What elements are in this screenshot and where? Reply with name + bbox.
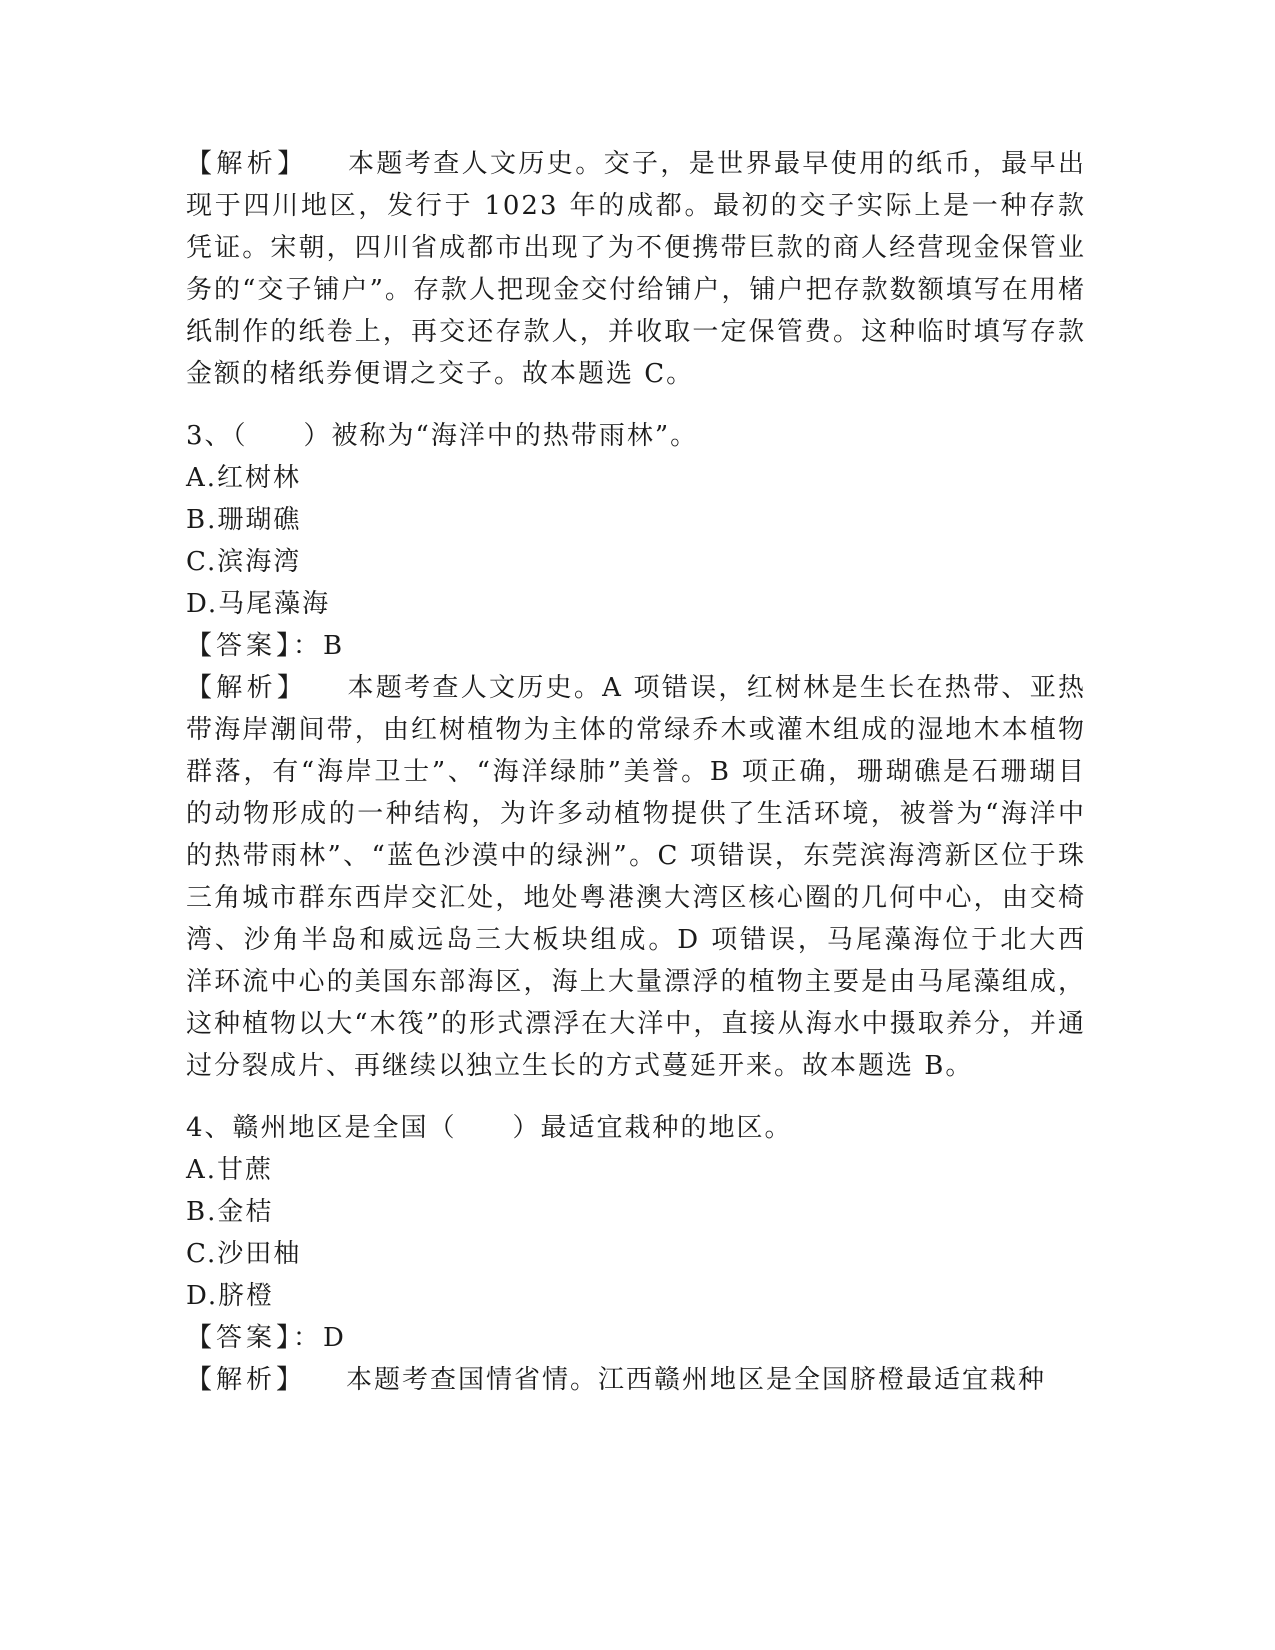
option-c: C.滨海湾 [186,547,302,577]
analysis-label: 【解析】 [186,1365,307,1395]
option-c: C.沙田柚 [186,1239,302,1269]
question-stem: 4、赣州地区是全国（ ）最适宜栽种的地区。 [186,1113,793,1143]
option-b: B.金桔 [186,1197,274,1227]
answer-value: D [323,1323,346,1353]
answer-line [186,1317,1086,1359]
analysis-text: 本题考查人文历史。A 项错误，红树林是生长在热带、亚热带海岸潮间带，由红树植物为主体的常绿乔木或灌木组成的湿地木本植物群落，有“海岸卫士”、“海洋绿肺”美誉。B 项正确，珊瑚礁是石珊瑚目的动物形成的一种结构，为许多动植物提供了生活环境，被誉为“海洋中的热带雨林”、“蓝色沙漠中的绿洲”。C 项错误，东莞滨海湾新区位于珠三角城市群东西岸交汇处，地处粤港澳大湾区核心圈的几何中心，由交椅湾、沙角半岛和威远岛三大板块组成。D 项错误，马尾藻海位于北大西洋环流中心的美国东部海区，海上大量漂浮的植物主要是由马尾藻组成，这种植物以大“木筏”的形式漂浮在大洋中，直接从海水中摄取养分，并通过分裂成片、再继续以独立生长的方式蔓延开来。故本题选 B。 [186,673,1086,1081]
option-d: D.马尾藻海 [186,589,331,619]
analysis-label: 【解析】 [186,149,308,179]
option-a: A.甘蔗 [186,1155,274,1185]
analysis-label: 【解析】 [186,673,308,703]
question-3 [186,415,1086,1087]
document-content [186,143,1086,1401]
question-stem: 3、（ ）被称为“海洋中的热带雨林”。 [186,421,699,451]
question-4 [186,1107,1086,1401]
question-analysis [186,667,1086,1087]
answer-line [186,625,1086,667]
analysis-text: 本题考查人文历史。交子，是世界最早使用的纸币，最早出现于四川地区，发行于 1023 年的成都。最初的交子实际上是一种存款凭证。宋朝，四川省成都市出现了为不便携带巨款的商人经营现金保管业务的“交子铺户”。存款人把现金交付给铺户，铺户把存款数额填写在用楮纸制作的纸卷上，再交还存款人，并收取一定保管费。这种临时填写存款金额的楮纸券便谓之交子。故本题选 C。 [186,149,1086,389]
intro-analysis [186,143,1086,395]
question-analysis [186,1359,1086,1401]
option-a: A.红树林 [186,463,302,493]
answer-label: 【答案】： [186,631,324,661]
answer-label: 【答案】： [186,1323,324,1353]
answer-value: B [323,631,345,661]
option-b: B.珊瑚礁 [186,505,302,535]
analysis-text: 本题考查国情省情。江西赣州地区是全国脐橙最适宜栽种 [346,1365,1047,1395]
option-d: D.脐橙 [186,1281,275,1311]
